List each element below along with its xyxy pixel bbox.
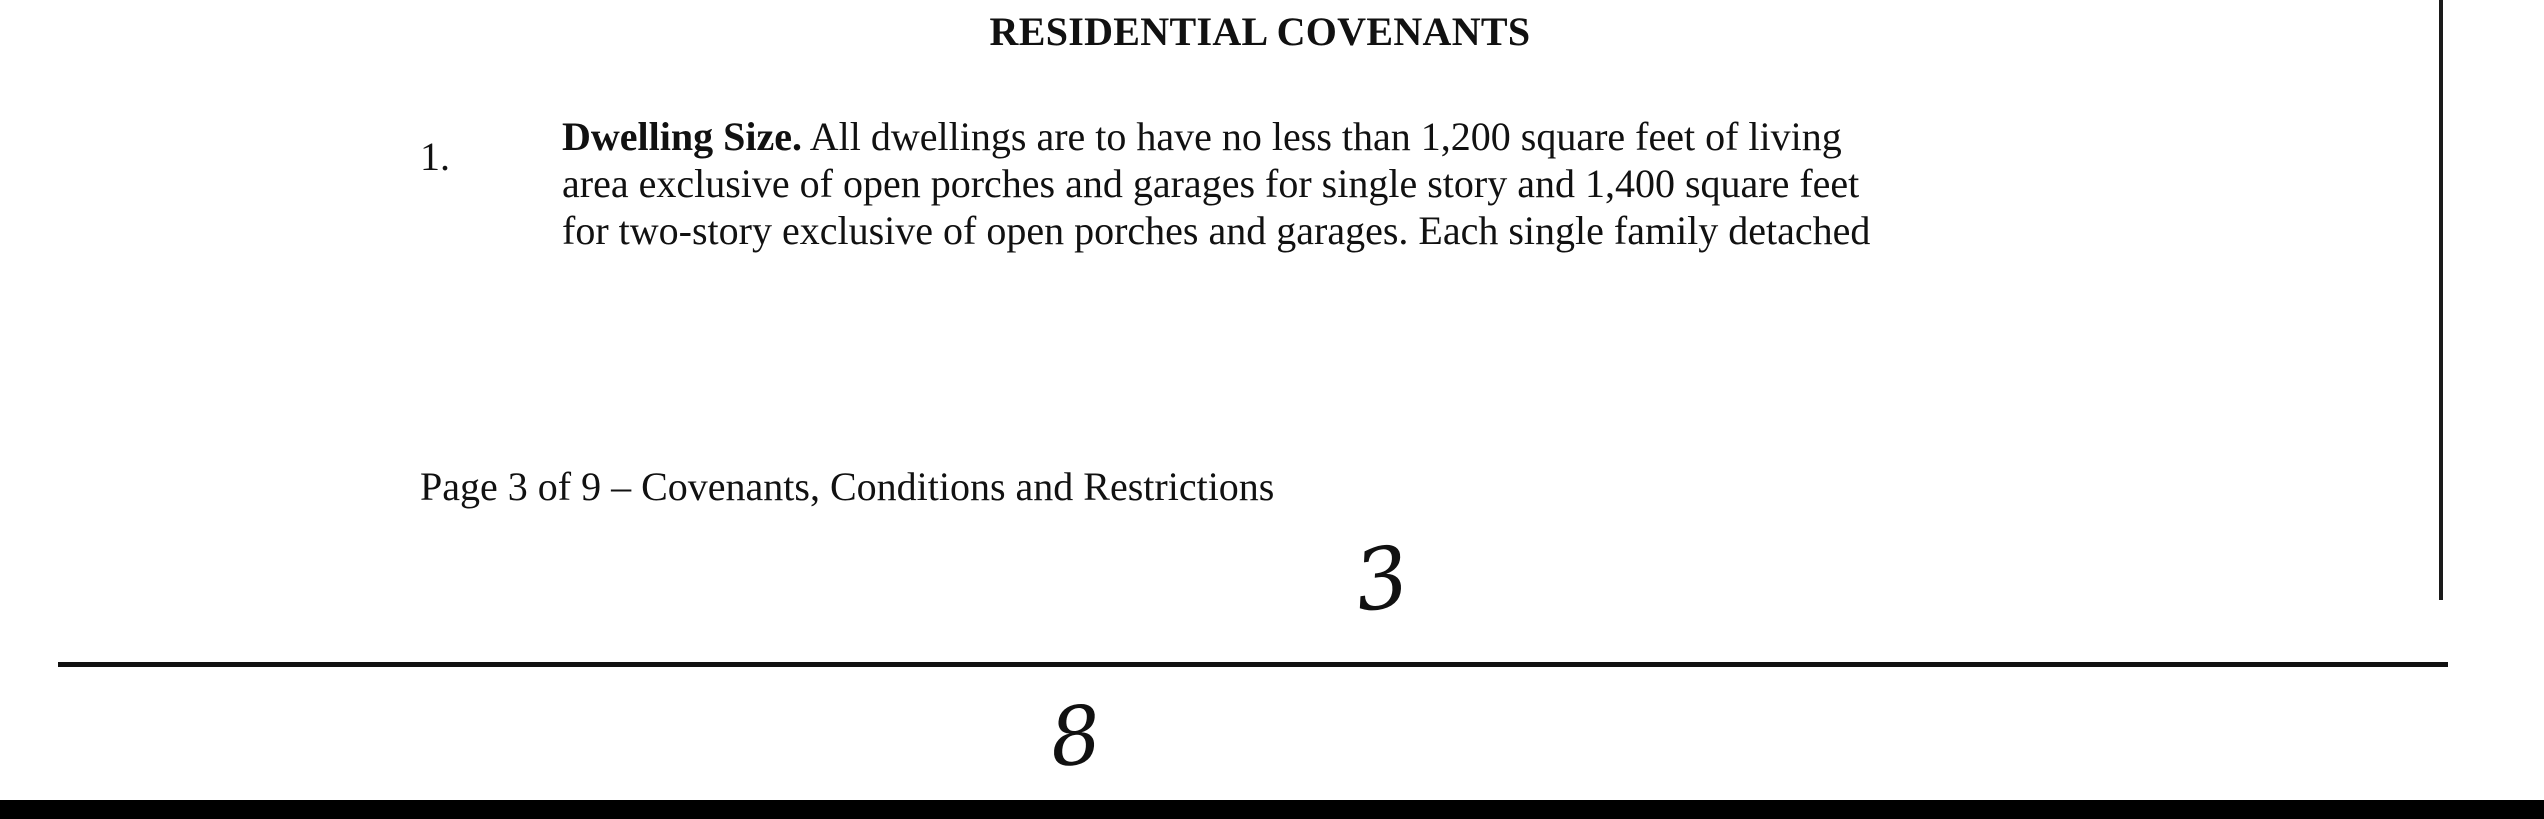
document-title: RESIDENTIAL COVENANTS [989, 9, 1531, 54]
scan-bottom-edge [0, 800, 2544, 819]
clause-line-1 [562, 113, 2132, 160]
clause-number: 1. [420, 134, 450, 179]
page-footer: Page 3 of 9 – Covenants, Conditions and Restrictions [420, 464, 1275, 509]
handwritten-mark: 8 [1045, 687, 1106, 786]
clause-heading: Dwelling Size. [562, 114, 802, 159]
page-right-border [2439, 0, 2443, 600]
handwritten-page-number: 3 [1348, 526, 1416, 632]
clause-line-3: for two-story exclusive of open porches and garages. Each single family detached [562, 208, 1871, 253]
clause-line-2: area exclusive of open porches and garages for single story and 1,400 square feet [562, 161, 1860, 206]
clause-body [562, 113, 2132, 254]
horizontal-rule [58, 662, 2448, 667]
clause-line-1-text: All dwellings are to have no less than 1,200 square feet of living [801, 114, 1842, 159]
